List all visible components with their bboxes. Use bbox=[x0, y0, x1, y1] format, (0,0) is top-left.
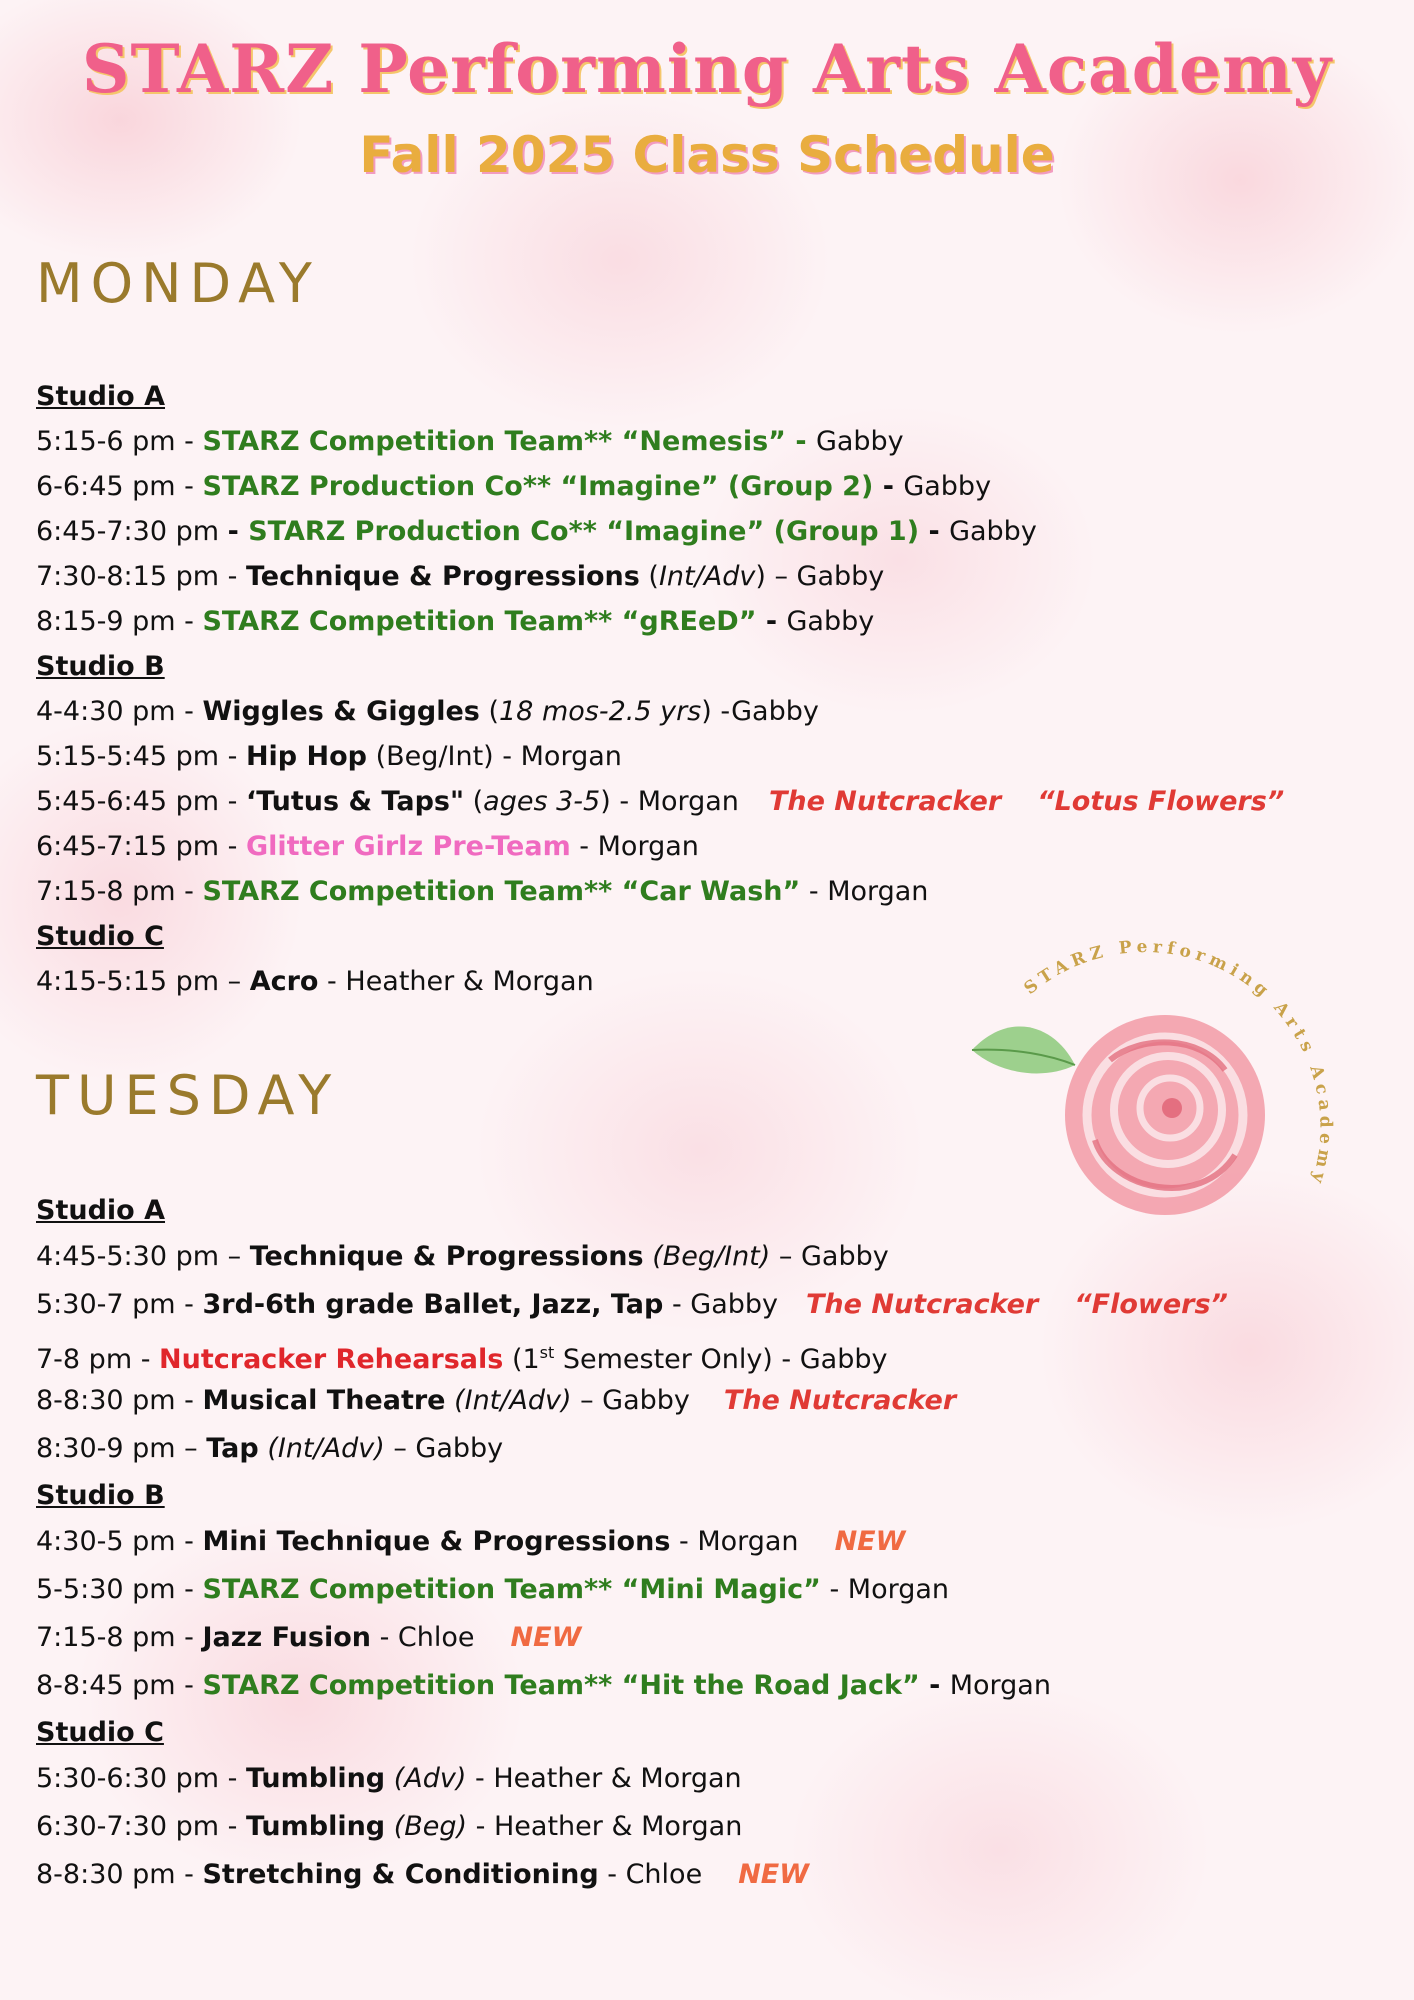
class-name: STARZ Competition Team** “Nemesis” - bbox=[202, 426, 816, 457]
class-row: 7:15-8 pm - Jazz Fusion - Chloe NEW bbox=[36, 1622, 582, 1653]
teacher: Gabby bbox=[903, 471, 992, 502]
rose-logo-icon bbox=[960, 940, 1360, 1280]
new-badge: NEW bbox=[738, 1859, 810, 1890]
class-row: 8:15-9 pm - STARZ Competition Team** “gREeD” - Gabby bbox=[36, 606, 875, 637]
tuesday-schedule bbox=[36, 1188, 1374, 1899]
class-name: Glitter Girlz Pre-Team bbox=[245, 831, 571, 862]
teacher: Morgan bbox=[949, 1670, 1051, 1701]
class-name: Tap bbox=[206, 1433, 259, 1464]
class-row: 7:30-8:15 pm - Technique & Progressions (Int/Adv) – Gabby bbox=[36, 561, 885, 592]
teacher: Morgan bbox=[827, 876, 929, 907]
class-name: Tumbling bbox=[245, 1763, 386, 1794]
page-subtitle: Fall 2025 Class Schedule bbox=[359, 126, 1055, 184]
class-level: (Int/Adv) bbox=[454, 1385, 572, 1416]
teacher: Heather & Morgan bbox=[493, 1763, 742, 1794]
class-name: Hip Hop bbox=[245, 741, 367, 772]
studio-b-heading: Studio B bbox=[36, 1480, 165, 1511]
class-level: (Beg/Int) bbox=[652, 1241, 771, 1272]
class-row: 4:15-5:15 pm – Acro - Heather & Morgan bbox=[36, 966, 594, 997]
teacher: Chloe bbox=[625, 1859, 703, 1890]
new-badge: NEW bbox=[834, 1526, 906, 1557]
class-row: 8-8:45 pm - STARZ Competition Team** “Hit the Road Jack” - Morgan bbox=[36, 1670, 1051, 1701]
class-level: ages 3-5 bbox=[483, 786, 601, 817]
class-name: Tumbling bbox=[245, 1811, 386, 1842]
nutcracker-role: “Flowers” bbox=[1074, 1289, 1228, 1320]
class-name: Jazz Fusion bbox=[202, 1622, 371, 1653]
class-row: 5:15-6 pm - STARZ Competition Team** “Nemesis” - Gabby bbox=[36, 426, 904, 457]
class-row: 4:30-5 pm - Mini Technique & Progressions - Morgan NEW bbox=[36, 1526, 906, 1557]
teacher: Morgan bbox=[597, 831, 699, 862]
class-row: 6-6:45 pm - STARZ Production Co** “Imagine” (Group 2) - Gabby bbox=[36, 471, 992, 502]
class-name: STARZ Competition Team** “gREeD” bbox=[202, 606, 757, 637]
teacher: Morgan bbox=[847, 1574, 950, 1605]
teacher: Gabby bbox=[690, 1289, 779, 1320]
class-name: Mini Technique & Progressions bbox=[202, 1526, 671, 1557]
new-badge: NEW bbox=[510, 1622, 582, 1653]
teacher: Gabby bbox=[796, 561, 885, 592]
studio-b-heading: Studio B bbox=[36, 651, 165, 682]
class-name: STARZ Production Co** “Imagine” (Group 1) bbox=[248, 516, 920, 547]
class-name: ‘Tutus & Taps" bbox=[245, 786, 465, 817]
class-name: STARZ Competition Team** “Hit the Road Jack” bbox=[202, 1670, 920, 1701]
class-name: Stretching & Conditioning bbox=[202, 1859, 599, 1890]
teacher: Gabby bbox=[815, 426, 904, 457]
class-level: (Beg) bbox=[393, 1811, 468, 1842]
class-name: 3rd-6th grade Ballet, Jazz, Tap bbox=[202, 1289, 664, 1320]
teacher: Gabby bbox=[602, 1385, 690, 1416]
teacher: Morgan bbox=[637, 786, 739, 817]
class-row: 6:45-7:15 pm - Glitter Girlz Pre-Team - Morgan bbox=[36, 831, 699, 862]
class-name: Nutcracker Rehearsals bbox=[159, 1344, 504, 1375]
class-row: 4:45-5:30 pm – Technique & Progressions (Beg/Int) – Gabby bbox=[36, 1241, 889, 1272]
class-row: 5:30-7 pm - 3rd-6th grade Ballet, Jazz, Tap - Gabby The Nutcracker “Flowers” bbox=[36, 1289, 1228, 1320]
class-row: 5:45-6:45 pm - ‘Tutus & Taps" (ages 3-5) - Morgan The Nutcracker “Lotus Flowers” bbox=[36, 786, 1285, 817]
svg-text:STARZ Performing Arts Academy: STARZ Performing Arts Academy bbox=[1020, 940, 1336, 1190]
class-row: 6:45-7:30 pm - STARZ Production Co** “Imagine” (Group 1) - Gabby bbox=[36, 516, 1037, 547]
class-level: 18 mos-2.5 yrs bbox=[499, 696, 702, 727]
class-row: 8-8:30 pm - Stretching & Conditioning - Chloe NEW bbox=[36, 1859, 810, 1890]
nutcracker-role: “Lotus Flowers” bbox=[1037, 786, 1285, 817]
teacher: Heather & Morgan bbox=[345, 966, 594, 997]
class-row: 8-8:30 pm - Musical Theatre (Int/Adv) – Gabby The Nutcracker bbox=[36, 1385, 957, 1416]
teacher: Heather & Morgan bbox=[494, 1811, 743, 1842]
class-level: (Adv) bbox=[393, 1763, 467, 1794]
studio-a-heading: Studio A bbox=[36, 1195, 166, 1226]
day-heading-monday: MONDAY bbox=[36, 252, 320, 315]
class-row: 5:15-5:45 pm - Hip Hop (Beg/Int) - Morgan bbox=[36, 741, 622, 772]
class-name: Acro bbox=[249, 966, 319, 997]
nutcracker-label: The Nutcracker bbox=[806, 1289, 1039, 1320]
teacher: Gabby bbox=[949, 516, 1037, 547]
day-heading-tuesday: TUESDAY bbox=[36, 1064, 340, 1127]
class-name: STARZ Competition Team** “Mini Magic” bbox=[202, 1574, 821, 1605]
nutcracker-label: The Nutcracker bbox=[768, 786, 1002, 817]
class-row: 7-8 pm - Nutcracker Rehearsals (1st Semester Only) - Gabby bbox=[36, 1343, 888, 1375]
monday-schedule bbox=[36, 374, 1374, 1004]
teacher: Chloe bbox=[397, 1622, 475, 1653]
teacher: Gabby bbox=[415, 1433, 504, 1464]
class-name: Technique & Progressions bbox=[249, 1241, 644, 1272]
class-name: STARZ Production Co** “Imagine” (Group 2) bbox=[202, 471, 874, 502]
teacher: Gabby bbox=[731, 696, 819, 727]
studio-c-heading: Studio C bbox=[36, 1717, 164, 1748]
teacher: Gabby bbox=[799, 1344, 888, 1375]
academy-logo bbox=[960, 940, 1360, 1280]
class-row: 6:30-7:30 pm - Tumbling (Beg) - Heather & Morgan bbox=[36, 1811, 743, 1842]
class-row: 8:30-9 pm – Tap (Int/Adv) – Gabby bbox=[36, 1433, 504, 1464]
class-name: Technique & Progressions bbox=[245, 561, 640, 592]
class-row: 4-4:30 pm - Wiggles & Giggles (18 mos-2.5 yrs) -Gabby bbox=[36, 696, 819, 727]
class-level: Int/Adv bbox=[658, 561, 756, 592]
class-name: Musical Theatre bbox=[202, 1385, 446, 1416]
class-name: Wiggles & Giggles bbox=[202, 696, 480, 727]
studio-a-heading: Studio A bbox=[36, 381, 166, 412]
teacher: Gabby bbox=[800, 1241, 889, 1272]
nutcracker-label: The Nutcracker bbox=[723, 1385, 957, 1416]
class-row: 5-5:30 pm - STARZ Competition Team** “Mini Magic” - Morgan bbox=[36, 1574, 950, 1605]
teacher: Morgan bbox=[520, 741, 622, 772]
teacher: Morgan bbox=[697, 1526, 799, 1557]
class-row: 5:30-6:30 pm - Tumbling (Adv) - Heather & Morgan bbox=[36, 1763, 742, 1794]
teacher: Gabby bbox=[786, 606, 875, 637]
class-row: 7:15-8 pm - STARZ Competition Team** “Car Wash” - Morgan bbox=[36, 876, 929, 907]
class-level: (Int/Adv) bbox=[267, 1433, 385, 1464]
class-name: STARZ Competition Team** “Car Wash” bbox=[202, 876, 801, 907]
page-title: STARZ Performing Arts Academy bbox=[81, 30, 1333, 108]
studio-c-heading: Studio C bbox=[36, 921, 164, 952]
class-level: Beg/Int bbox=[386, 741, 484, 772]
